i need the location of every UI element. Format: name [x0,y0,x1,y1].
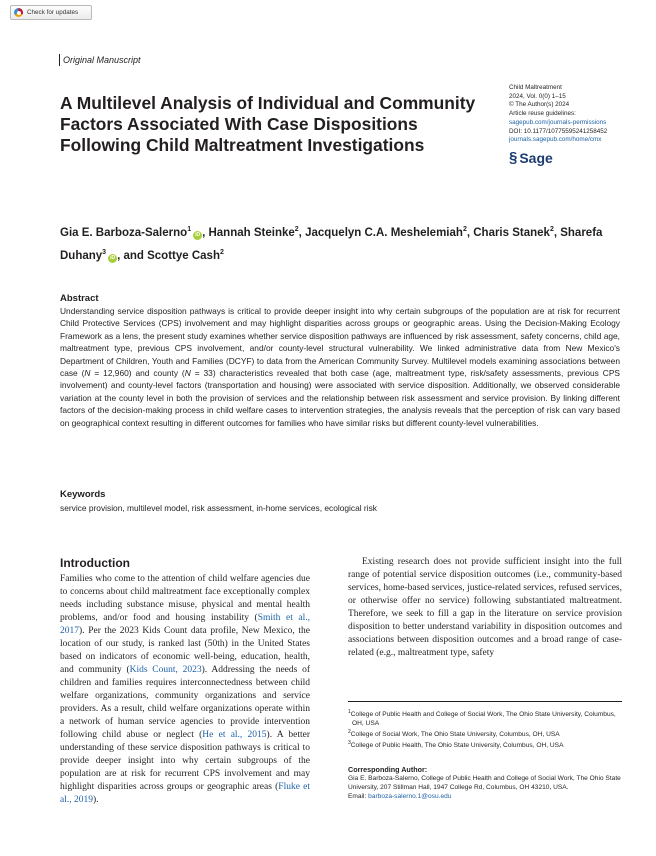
author-affiliation-marker: 2 [294,226,299,233]
author-affiliation-marker: 3 [102,249,107,256]
affiliations [348,708,628,750]
author-affiliation-marker: 1 [187,226,192,233]
journal-meta [509,84,607,145]
introduction-left-column: Families who come to the attention of child welfare agencies due to concerns about child maltreatment face exceptionally complex needs including substance misuse, physical and mental health problems, and/or food and housing instability (Smith et al., 2017). Per the 2023 Kids Count data profile, New Mexico, the location of our study, is ranked last (50th) in the United States based on indicators of economic well-being, education, health, and community (Kids Count, 2023). Addressing the needs of children and families requires interconnectedness between child welfare organizations, community organizations and service providers. As a result, child welfare organizations operate within a network of human service agencies to provide intervention following child abuse or neglect (He et al., 2015). A better understanding of these service disposition pathways is critical to provide deeper insight into why certain subgroups of the population are at risk for recurrent CPS involvement and may highlight disparities across groups or geographic areas (Fluke et al., 2019). [60,574,311,805]
journal-home-link[interactable]: journals.sagepub.com/home/cmx [509,136,602,144]
author-affiliation-marker: 2 [462,226,467,233]
doi: DOI: 10.1177/10775595241258452 [509,127,608,135]
author-name: Sharefa Duhany [60,227,603,262]
journal-name: Child Maltreatment [509,84,562,91]
author-name: Hannah Steinke [208,227,295,239]
author-affiliation-marker: 2 [219,249,224,256]
corresponding-text: Gia E. Barboza-Salerno, College of Public Health and College of Social Work, The Ohio State University, 207 Stillman Hall, 1947 College Rd, Columbus, OH 43210, USA. [348,775,621,791]
publisher-name: Sage [519,149,553,166]
author-name: Charis Stanek [473,227,550,239]
corresponding-heading: Corresponding Author: [348,765,428,774]
footnote-divider [348,701,622,702]
check-for-updates-label: Check for updates [27,9,79,16]
orcid-icon[interactable]: iD [110,255,116,261]
sage-logo-icon: § [509,149,518,166]
article-title: A Multilevel Analysis of Individual and Community Factors Associated With Case Dispositions Following Child Maltreatment Investigations [60,93,476,155]
crossmark-icon [14,8,23,17]
publisher-logo [509,149,553,166]
corresponding-email-line: Email: barboza-salerno.1@osu.edu [348,793,452,800]
author-name: Gia E. Barboza-Salerno [60,227,188,239]
copyright: © The Author(s) 2024 [509,101,570,109]
author-list: Gia E. Barboza-Salerno$^1$iD , Hannah Steinke$^2$, Jacquelyn C.A. Meshelemiah$^2$, Charis Stanek$^2$, Sharefa Duhany$^3$iD , and Scottye Cash$^2$ [60,226,603,262]
keywords-text: service provision, multilevel model, risk assessment, in-home services, ecological risk [60,503,377,513]
affiliation-item: $^2$College of Social Work, The Ohio State University, Columbus, OH, USA [348,729,560,738]
orcid-icon[interactable]: iD [195,232,201,238]
abstract-heading: Abstract [60,293,99,304]
author-name: Jacquelyn C.A. Meshelemiah [305,227,463,239]
citation-link[interactable]: Fluke et al., 2019 [60,782,310,805]
abstract-text: Understanding service disposition pathways is critical to provide deeper insight into why certain subgroups of the population are at risk for recurrent Child Protective Services (CPS) involvement and may highlight disparities across groups or geographic areas. Using the Decision-Making Ecology Framework as a lens, the present study examines whether service disposition pathways are influenced by risk assessment, safety concerns, child age, maltreatment type, previous CPS involvement, and/or county-level structural vulnerability. We linked administrative data from New Mexico's Department of Children, Youth and Families (DCYF) to data from the American Community Survey. Multilevel models examining associations between case (N = 12,960) and county (N = 33) characteristics revealed that both case (age, maltreatment type, risk/safety assessments, previous CPS involvement) and county-level factors (transportation and housing) were associated with service disposition. Additionally, we observed considerable variation at the county level in both the provision of services and the relationship between risk assessment and service provision. By linking different factors of the decision-making process in child welfare cases to intervention strategies, the analysis reveals that the perception of risk can vary based on geographical context resulting in different outcomes for families who have similar risks but different county-level vulnerabilities. [60,306,620,428]
article-type-label: Original Manuscript [59,54,141,66]
corresponding-email-link[interactable]: barboza-salerno.1@osu.edu [368,793,452,800]
introduction-heading: Introduction [60,556,130,570]
citation-link[interactable]: He et al., 2015 [202,730,267,740]
citation-link[interactable]: Kids Count, 2023 [129,665,202,675]
affiliation-item: $^1$College of Public Health and College of Social Work, The Ohio State University, Columbus, OH, USA [348,709,616,727]
citation-link[interactable]: Smith et al., 2017 [60,613,310,636]
author-affiliation-marker: 2 [549,226,554,233]
keywords-heading: Keywords [60,489,106,500]
author-name: Scottye Cash [147,250,220,262]
introduction-right-column: Existing research does not provide sufficient insight into the full range of potential service disposition outcomes (i.e., community-based services, home-based services, justice-related services, refused services, or otherwise offer no service) following substantiated maltreatment. Therefore, we seek to fill a gap in the literature on service provision disposition to better understand variability in disposition outcomes and associations between disposition outcomes and a broad range of case-related (e.g., maltreatment type, safety [348,557,622,658]
reuse-label: Article reuse guidelines: [509,110,576,118]
reuse-link[interactable]: sagepub.com/journals-permissions [509,118,607,126]
check-for-updates-button[interactable] [10,5,92,20]
corresponding-author [348,765,628,801]
affiliation-item: $^3$College of Public Health, The Ohio State University, Columbus, OH, USA [348,740,564,749]
journal-volume: 2024, Vol. 0(0) 1–15 [509,92,566,100]
